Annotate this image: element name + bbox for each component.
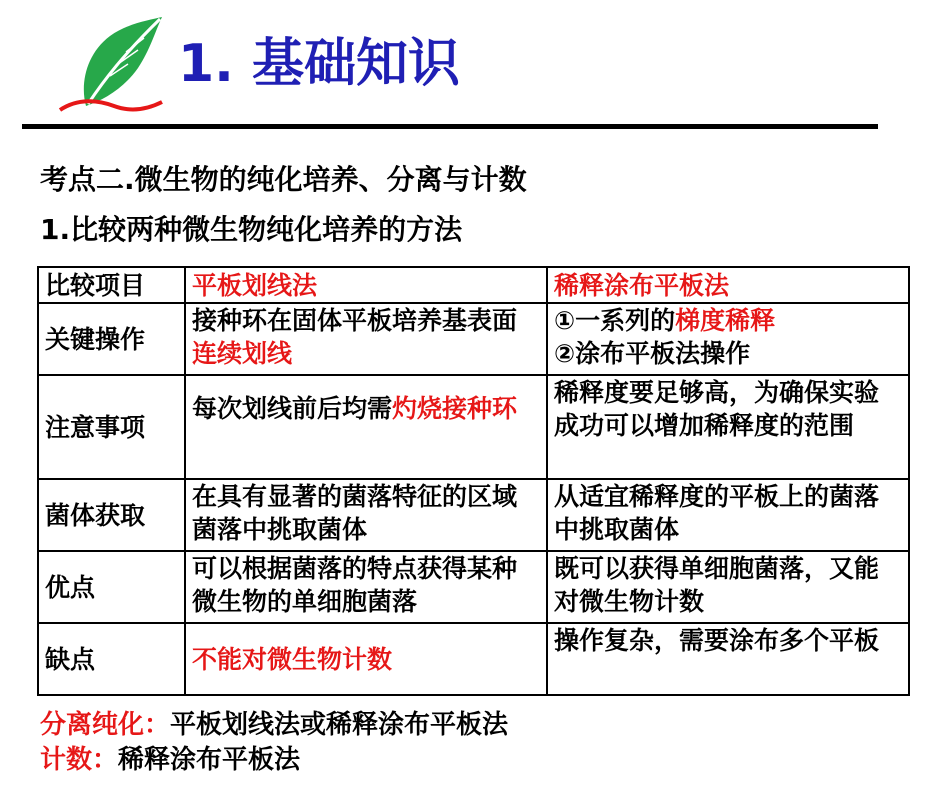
table-row — [38, 303, 909, 375]
table-cell: 在具有显著的菌落特征的区域菌落中挑取菌体 — [185, 479, 547, 551]
leaf-logo-icon — [58, 14, 168, 119]
row-label: 关键操作 — [38, 303, 185, 375]
section-subheading: 1.比较两种微生物纯化培养的方法 — [40, 213, 463, 246]
table-cell: 接种环在固体平板培养基表面连续划线 — [185, 303, 547, 375]
comparison-table — [37, 266, 910, 696]
summary-separation: 分离纯化：平板划线法或稀释涂布平板法 — [40, 710, 509, 740]
table-header-row — [38, 267, 909, 303]
table-cell: 每次划线前后均需灼烧接种环 — [185, 375, 547, 479]
table-header-cell: 平板划线法 — [185, 267, 547, 303]
table-row — [38, 551, 909, 623]
page-title: 1. 基础知识 — [178, 34, 461, 94]
table-row — [38, 479, 909, 551]
summary-counting: 计数：稀释涂布平板法 — [40, 745, 301, 775]
table-cell: 稀释度要足够高，为确保实验成功可以增加稀释度的范围 — [547, 375, 909, 479]
table-cell: 从适宜稀释度的平板上的菌落中挑取菌体 — [547, 479, 909, 551]
row-label: 缺点 — [38, 623, 185, 695]
section-heading: 考点二.微生物的纯化培养、分离与计数 — [40, 163, 527, 196]
table-cell: ①一系列的梯度稀释 ②涂布平板法操作 — [547, 303, 909, 375]
table-cell: 可以根据菌落的特点获得某种微生物的单细胞菌落 — [185, 551, 547, 623]
title-divider — [22, 124, 878, 129]
table-row — [38, 375, 909, 479]
row-label: 优点 — [38, 551, 185, 623]
table-cell: 不能对微生物计数 — [185, 623, 547, 695]
row-label: 菌体获取 — [38, 479, 185, 551]
row-label: 注意事项 — [38, 375, 185, 479]
table-header-cell: 稀释涂布平板法 — [547, 267, 909, 303]
table-cell: 既可以获得单细胞菌落，又能对微生物计数 — [547, 551, 909, 623]
table-header-cell: 比较项目 — [38, 267, 185, 303]
table-row — [38, 623, 909, 695]
table-cell: 操作复杂，需要涂布多个平板 — [547, 623, 909, 695]
